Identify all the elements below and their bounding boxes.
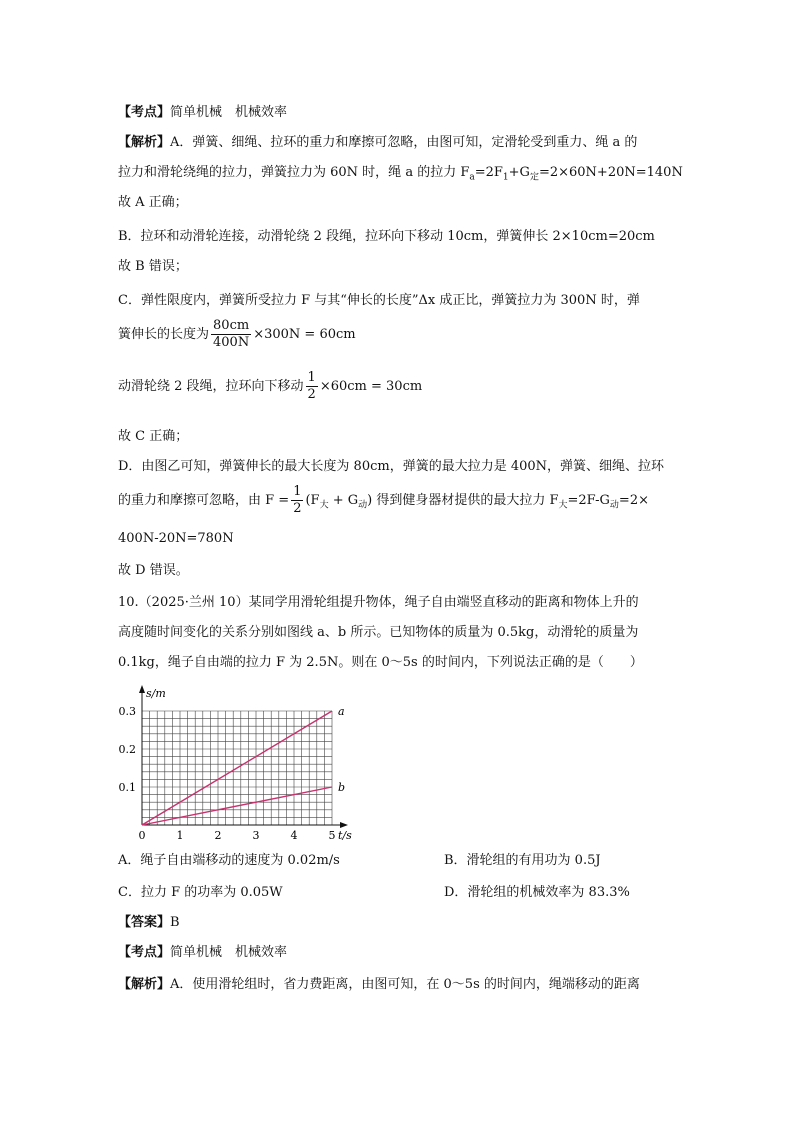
jiexi-line-2 <box>118 976 640 994</box>
distance-time-chart <box>112 680 352 840</box>
option-d[interactable]: D．滑轮组的机械效率为 83.3% <box>444 885 630 900</box>
text-line-10: 故 C 正确； <box>118 429 189 444</box>
text-line-13: 400N-20N=780N <box>118 531 234 546</box>
fraction: $\frac{1}{2}$ <box>307 370 316 402</box>
text-line-3: 拉力和滑轮绕绳的拉力，弹簧拉力为 60N 时，绳 a 的拉力 $F_a=2F_1+G_定=2\times 60N+20N=140N$ <box>118 165 683 183</box>
text-line-9: 动滑轮绕 2 段绳，拉环向下移动 $\frac{1}{2}$ ×60cm = 30cm <box>118 370 423 402</box>
text-line-5: B．拉环和动滑轮连接，动滑轮绕 2 段绳，拉环向下移动 10cm，弹簧伸长 2×10cm=20cm <box>118 229 655 244</box>
y-tick-label: 0.1 <box>118 781 136 794</box>
x-tick-label: 4 <box>290 829 298 840</box>
series-label-b: b <box>338 781 346 794</box>
answer-value: B <box>170 915 180 930</box>
option-a[interactable]: A．绳子自由端移动的速度为 0.02m/s <box>118 853 340 868</box>
question-line-3: 0.1kg，绳子自由端的拉力 F 为 2.5N。则在 0～5s 的时间内，下列说法正确的是（ ） <box>118 655 643 670</box>
x-axis-arrow <box>340 822 348 828</box>
option-c[interactable]: C．拉力 F 的功率为 0.05W <box>118 885 283 900</box>
kaodian-tag: 【考点】 <box>118 105 171 120</box>
kaodian-line <box>118 104 287 122</box>
fraction: $\frac{1}{2}$ <box>293 484 302 516</box>
y-axis-label: s/m <box>146 687 166 700</box>
text-line-11: D．由图乙可知，弹簧伸长的最大长度为 80cm，弹簧的最大拉力是 400N，弹簧、细绳、拉环 <box>118 459 665 474</box>
kaodian-text: 简单机械 机械效率 <box>170 105 288 120</box>
text-line-8: 簧伸长的长度为 $\frac{80cm}{400N}$ ×300N = 60cm <box>118 318 356 350</box>
series-label-a: a <box>338 705 345 718</box>
series-line-a <box>142 711 332 825</box>
answer-line <box>118 914 180 932</box>
y-axis-arrow <box>139 685 145 693</box>
text-line-12: 的重力和摩擦可忽略，由 F = $\frac{1}{2}$ $(F_大 + G_动)$ 得到健身器材提供的最大拉力 $F_大=2F-G_动=2\times$ <box>118 484 649 516</box>
fraction: $\frac{80cm}{400N}$ <box>213 318 250 350</box>
y-tick-label: 0.2 <box>118 743 136 756</box>
kaodian-text-2: 简单机械 机械效率 <box>170 945 288 960</box>
jiexi-text-2: A．使用滑轮组时，省力费距离，由图可知，在 0～5s 的时间内，绳端移动的距离 <box>170 977 640 992</box>
text-line-14: 故 D 错误。 <box>118 563 189 578</box>
kaodian-line-2 <box>118 944 287 962</box>
kaodian-tag-2: 【考点】 <box>118 945 171 960</box>
text-line-4: 故 A 正确； <box>118 195 188 210</box>
x-tick-label: 5 <box>328 829 336 840</box>
y-tick-label: 0.3 <box>118 705 136 718</box>
x-tick-label: 0 <box>138 829 146 840</box>
question-line-2: 高度随时间变化的关系分别如图线 a、b 所示。已知物体的质量为 0.5kg，动滑轮的质量为 <box>118 625 639 640</box>
x-tick-label: 3 <box>252 829 260 840</box>
jiexi-line <box>118 134 637 152</box>
x-tick-label: 1 <box>176 829 184 840</box>
series-line-b <box>142 787 332 825</box>
x-axis-label: t/s <box>338 829 352 840</box>
jiexi-text: A．弹簧、细绳、拉环的重力和摩擦可忽略，由图可知，定滑轮受到重力、绳 a 的 <box>170 135 638 150</box>
text-line-6: 故 B 错误； <box>118 259 188 274</box>
option-b[interactable]: B．滑轮组的有用功为 0.5J <box>444 853 601 868</box>
jiexi-tag: 【解析】 <box>118 135 171 150</box>
answer-tag: 【答案】 <box>118 915 171 930</box>
x-tick-label: 2 <box>214 829 222 840</box>
question-line-1: 10.（2025·兰州 10）某同学用滑轮组提升物体，绳子自由端竖直移动的距离和物体上升的 <box>118 595 639 610</box>
jiexi-tag-2: 【解析】 <box>118 977 171 992</box>
text-line-7: C．弹性限度内，弹簧所受拉力 F 与其“伸长的长度”Δx 成正比，弹簧拉力为 300N 时，弹 <box>118 293 640 308</box>
